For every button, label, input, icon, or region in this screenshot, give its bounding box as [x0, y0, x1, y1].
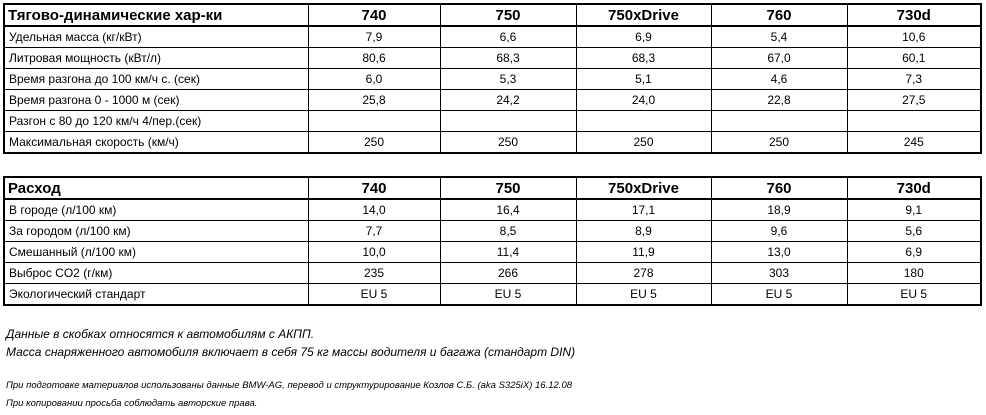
- note-copyright: При копировании просьба соблюдать авторские права.: [6, 398, 258, 409]
- table-cell: 250: [308, 132, 440, 154]
- column-header-750xdrive: 750xDrive: [576, 4, 711, 26]
- row-label: Максимальная скорость (км/ч): [4, 132, 308, 154]
- table-cell: 235: [308, 263, 440, 284]
- table-cell: [847, 111, 981, 132]
- table-cell: 27,5: [847, 90, 981, 111]
- table-cell: 80,6: [308, 48, 440, 69]
- table-cell: 68,3: [440, 48, 576, 69]
- table-row: [4, 90, 981, 111]
- column-header-730d: 730d: [847, 4, 981, 26]
- table-cell: 6,0: [308, 69, 440, 90]
- consumption-table: [3, 176, 982, 306]
- table-cell: [440, 111, 576, 132]
- table-cell: 11,9: [576, 242, 711, 263]
- table-row: [4, 199, 981, 221]
- consumption-header-row: [4, 177, 981, 199]
- consumption-title: Расход: [4, 177, 308, 199]
- table-cell: 60,1: [847, 48, 981, 69]
- table-row: [4, 242, 981, 263]
- row-label: За городом (л/100 км): [4, 221, 308, 242]
- table-cell: 5,3: [440, 69, 576, 90]
- table-cell: 7,7: [308, 221, 440, 242]
- performance-table-body: [4, 4, 981, 153]
- table-cell: 25,8: [308, 90, 440, 111]
- note-curb-weight: Масса снаряженного автомобиля включает в себя 75 кг массы водителя и багажа (стандарт DIN): [6, 345, 576, 359]
- table-cell: 13,0: [711, 242, 847, 263]
- table-row: [4, 69, 981, 90]
- table-cell: [711, 111, 847, 132]
- table-cell: 7,3: [847, 69, 981, 90]
- column-header-740: 740: [308, 4, 440, 26]
- table-cell: 17,1: [576, 199, 711, 221]
- table-row: [4, 48, 981, 69]
- table-cell: 7,9: [308, 26, 440, 48]
- table-row: [4, 132, 981, 154]
- table-cell: 303: [711, 263, 847, 284]
- table-cell: 24,0: [576, 90, 711, 111]
- row-label: Удельная масса (кг/кВт): [4, 26, 308, 48]
- table-cell: 11,4: [440, 242, 576, 263]
- row-label: Выброс CO2 (г/км): [4, 263, 308, 284]
- note-source-credits: При подготовке материалов использованы данные BMW-AG, перевод и структурирование Козлов С.Б. (aka S325iX) 16.12.08: [6, 380, 573, 391]
- table-cell: 14,0: [308, 199, 440, 221]
- column-header-760: 760: [711, 4, 847, 26]
- table-row: [4, 284, 981, 306]
- row-label: В городе (л/100 км): [4, 199, 308, 221]
- column-header-750xdrive: 750xDrive: [576, 177, 711, 199]
- consumption-table-body: [4, 177, 981, 305]
- table-cell: 9,1: [847, 199, 981, 221]
- table-cell: 8,5: [440, 221, 576, 242]
- table-cell: EU 5: [847, 284, 981, 306]
- table-cell: 250: [711, 132, 847, 154]
- table-cell: 6,9: [847, 242, 981, 263]
- table-cell: 250: [440, 132, 576, 154]
- performance-header-row: [4, 4, 981, 26]
- table-row: [4, 263, 981, 284]
- table-cell: 6,6: [440, 26, 576, 48]
- row-label: Разгон с 80 до 120 км/ч 4/пер.(сек): [4, 111, 308, 132]
- table-cell: 10,6: [847, 26, 981, 48]
- column-header-750: 750: [440, 4, 576, 26]
- row-label: Экологический стандарт: [4, 284, 308, 306]
- table-cell: EU 5: [308, 284, 440, 306]
- table-cell: 250: [576, 132, 711, 154]
- performance-table: [3, 3, 982, 154]
- table-cell: 22,8: [711, 90, 847, 111]
- table-cell: 10,0: [308, 242, 440, 263]
- performance-title: Тягово-динамические хар-ки: [4, 4, 308, 26]
- table-cell: 67,0: [711, 48, 847, 69]
- table-cell: 180: [847, 263, 981, 284]
- table-cell: 245: [847, 132, 981, 154]
- table-row: [4, 111, 981, 132]
- column-header-730d: 730d: [847, 177, 981, 199]
- table-cell: EU 5: [711, 284, 847, 306]
- table-cell: 9,6: [711, 221, 847, 242]
- table-cell: 266: [440, 263, 576, 284]
- table-cell: 278: [576, 263, 711, 284]
- table-row: [4, 26, 981, 48]
- table-cell: EU 5: [576, 284, 711, 306]
- table-cell: 4,6: [711, 69, 847, 90]
- table-row: [4, 221, 981, 242]
- table-cell: 5,4: [711, 26, 847, 48]
- table-cell: 24,2: [440, 90, 576, 111]
- table-cell: [308, 111, 440, 132]
- row-label: Литровая мощность (кВт/л): [4, 48, 308, 69]
- table-cell: 6,9: [576, 26, 711, 48]
- column-header-760: 760: [711, 177, 847, 199]
- table-cell: EU 5: [440, 284, 576, 306]
- table-cell: 68,3: [576, 48, 711, 69]
- table-cell: [576, 111, 711, 132]
- table-cell: 5,6: [847, 221, 981, 242]
- note-automatic-transmission: Данные в скобках относятся к автомобилям с АКПП.: [6, 327, 315, 341]
- column-header-750: 750: [440, 177, 576, 199]
- row-label: Смешанный (л/100 км): [4, 242, 308, 263]
- row-label: Время разгона до 100 км/ч с. (сек): [4, 69, 308, 90]
- row-label: Время разгона 0 - 1000 м (сек): [4, 90, 308, 111]
- column-header-740: 740: [308, 177, 440, 199]
- table-cell: 16,4: [440, 199, 576, 221]
- table-cell: 8,9: [576, 221, 711, 242]
- table-cell: 18,9: [711, 199, 847, 221]
- table-cell: 5,1: [576, 69, 711, 90]
